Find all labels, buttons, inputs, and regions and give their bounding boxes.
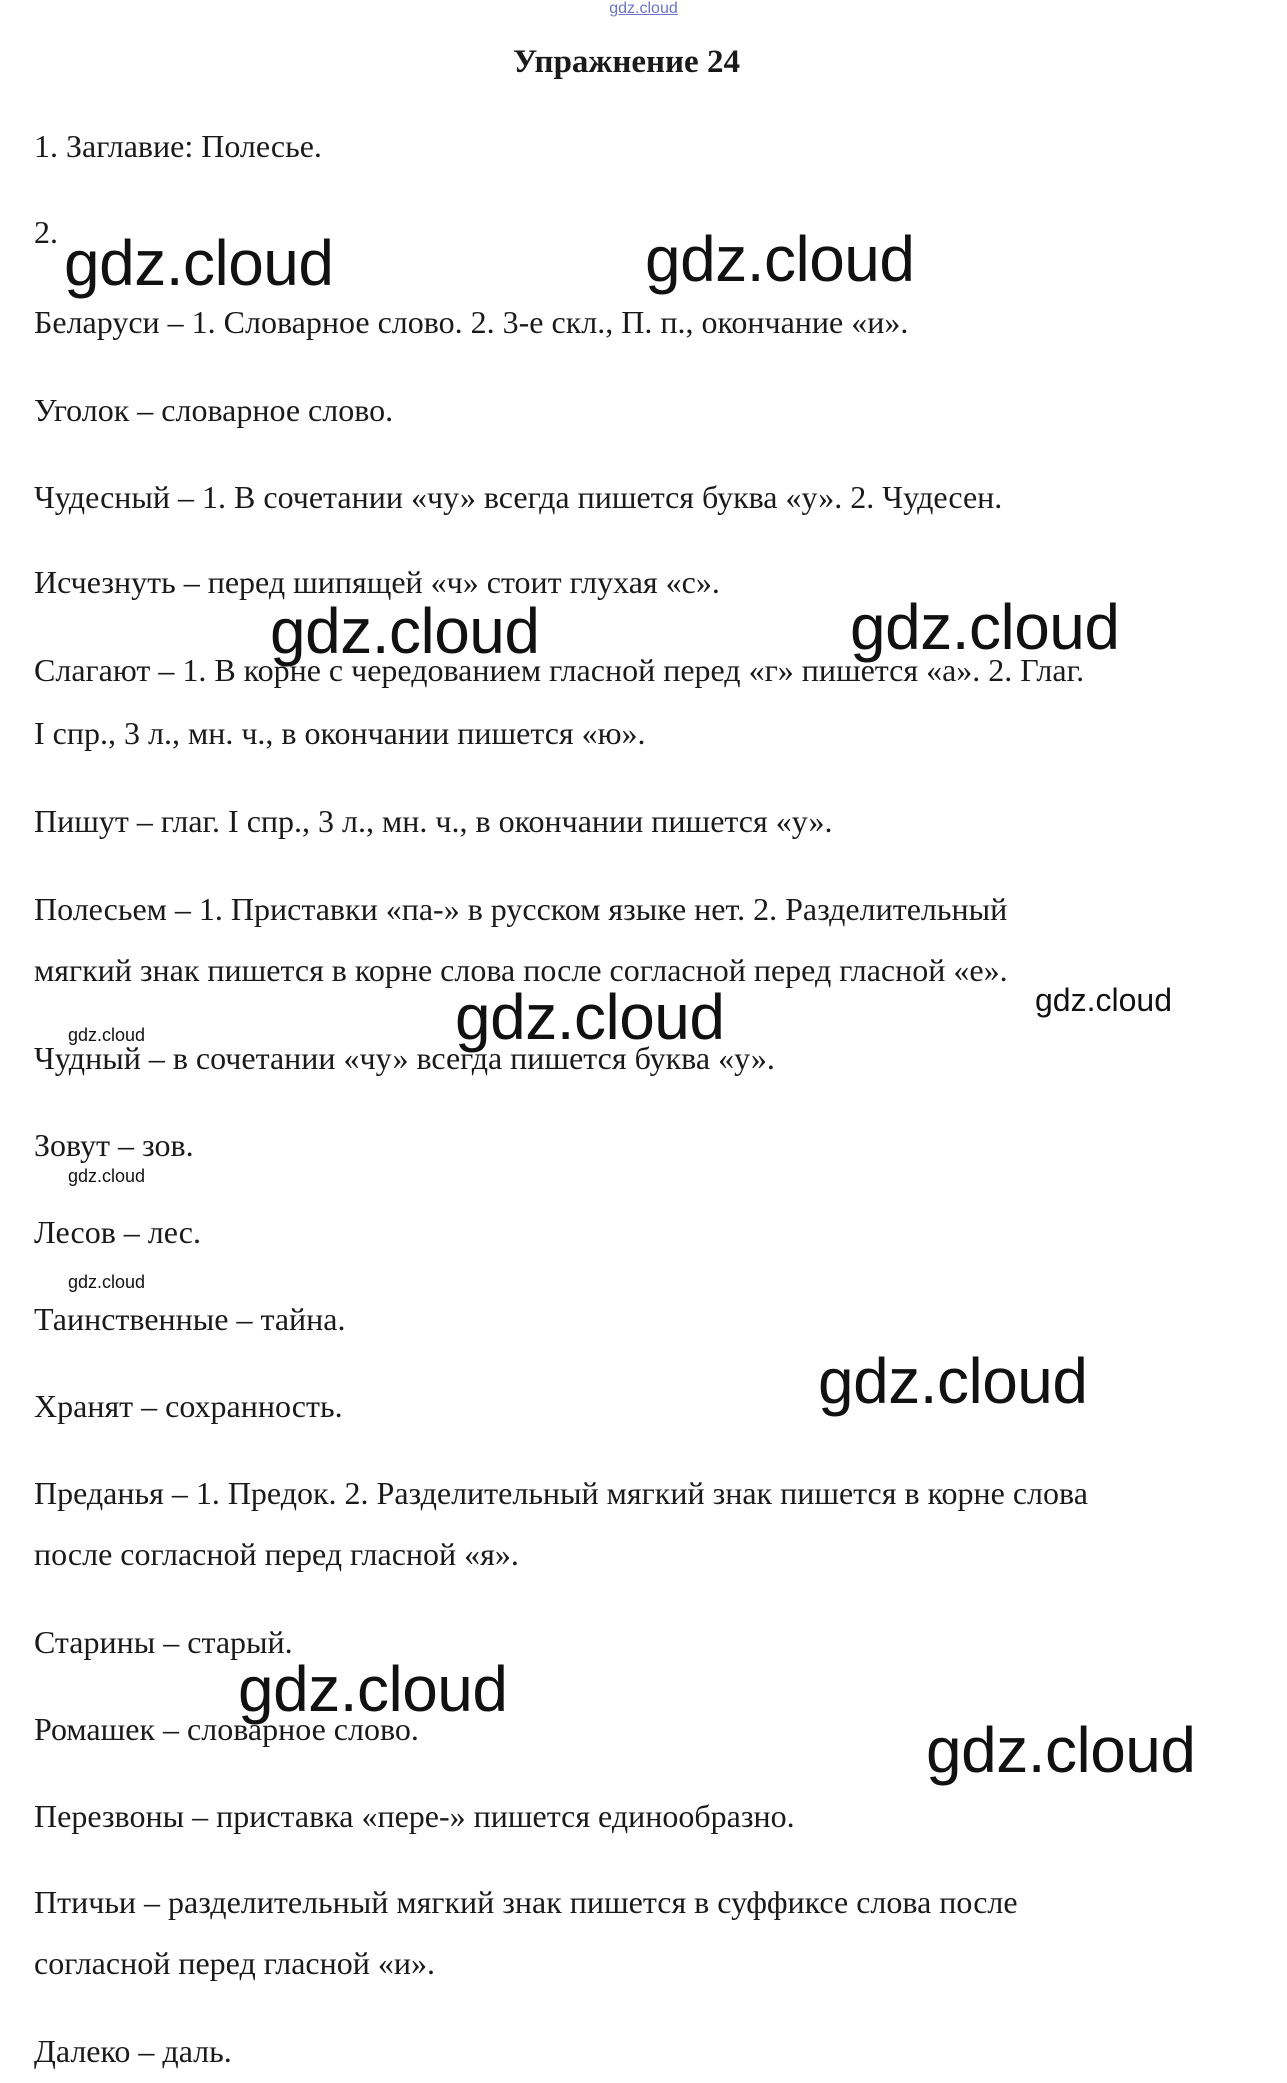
- answer-line: Старины – старый.: [34, 1624, 293, 1660]
- answer-line: Перезвоны – приставка «пере-» пишется единообразно.: [34, 1798, 795, 1834]
- watermark: gdz.cloud: [455, 981, 725, 1053]
- answer-line: Лесов – лес.: [34, 1214, 201, 1250]
- watermark: gdz.cloud: [64, 227, 334, 299]
- answer-line: Чудный – в сочетании «чу» всегда пишется буква «у».: [34, 1040, 775, 1076]
- answer-line: Зовут – зов.: [34, 1127, 194, 1163]
- answer-line: Птичьи – разделительный мягкий знак пишется в суффиксе слова после: [34, 1884, 1018, 1920]
- answer-line: 2.: [34, 214, 58, 250]
- answer-line: Уголок – словарное слово.: [34, 392, 394, 428]
- answer-line: Хранят – сохранность.: [34, 1388, 343, 1424]
- answer-line: Чудесный – 1. В сочетании «чу» всегда пишется буква «у». 2. Чудесен.: [34, 479, 1003, 515]
- watermark: gdz.cloud: [1035, 982, 1172, 1018]
- watermark: gdz.cloud: [818, 1345, 1088, 1417]
- watermark: gdz.cloud: [645, 223, 915, 295]
- watermark: gdz.cloud: [926, 1714, 1196, 1786]
- watermark: gdz.cloud: [68, 1166, 146, 1186]
- answer-line: Далеко – даль.: [34, 2033, 232, 2069]
- answer-line: Беларуси – 1. Словарное слово. 2. 3-е скл., П. п., окончание «и».: [34, 304, 909, 340]
- answer-line: Ромашек – словарное слово.: [34, 1711, 419, 1747]
- answer-line: 1. Заглавие: Полесье.: [34, 128, 322, 164]
- answer-line: Пишут – глаг. I спр., 3 л., мн. ч., в окончании пишется «у».: [34, 803, 833, 839]
- answer-line: I спр., 3 л., мн. ч., в окончании пишется «ю».: [34, 715, 646, 751]
- watermark: gdz.cloud: [68, 1025, 146, 1045]
- answer-line: Слагают – 1. В корне с чередованием гласной перед «г» пишется «а». 2. Глаг.: [34, 652, 1085, 688]
- watermark: gdz.cloud: [238, 1653, 508, 1725]
- answer-line: согласной перед гласной «и».: [34, 1945, 435, 1981]
- answer-line: Преданья – 1. Предок. 2. Разделительный мягкий знак пишется в корне слова: [34, 1475, 1088, 1511]
- answer-line: после согласной перед гласной «я».: [34, 1536, 519, 1572]
- answer-line: мягкий знак пишется в корне слова после согласной перед гласной «е».: [34, 952, 1008, 988]
- source-watermark: gdz.cloud: [609, 0, 678, 17]
- answer-line: Исчезнуть – перед шипящей «ч» стоит глухая «с».: [34, 564, 720, 600]
- answer-line: Полесьем – 1. Приставки «па-» в русском языке нет. 2. Разделительный: [34, 891, 1008, 927]
- answer-line: Таинственные – тайна.: [34, 1301, 346, 1337]
- watermark: gdz.cloud: [270, 595, 540, 667]
- watermark: gdz.cloud: [68, 1272, 146, 1292]
- exercise-title: Упражнение 24: [513, 44, 740, 80]
- watermark: gdz.cloud: [850, 591, 1120, 663]
